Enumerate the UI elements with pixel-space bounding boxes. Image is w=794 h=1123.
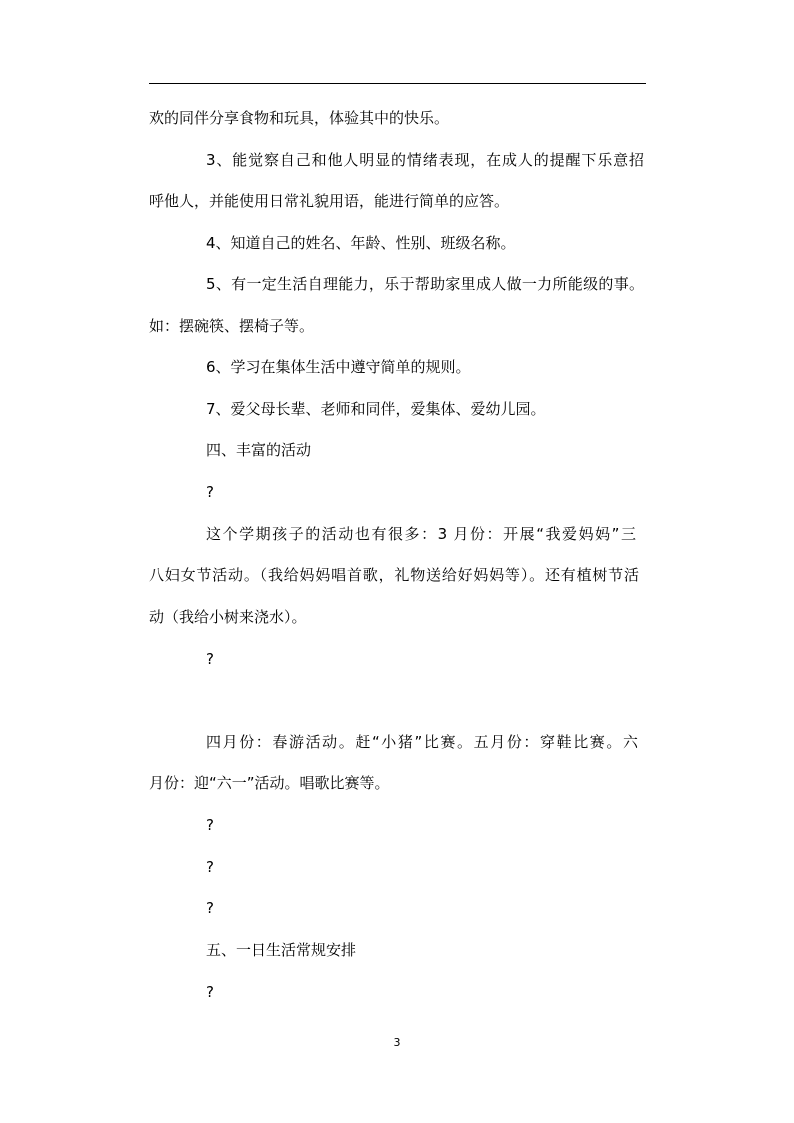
paragraph-line: 呼他人，并能使用日常礼貌用语，能进行简单的应答。 — [149, 192, 510, 210]
paragraph-line: 八妇女节活动。（我给妈妈唱首歌，礼物送给好妈妈等）。还有植树节活 — [149, 566, 639, 584]
paragraph-line: 4、知道自己的姓名、年龄、性别、班级名称。 — [206, 234, 516, 252]
paragraph-line: 5、有一定生活自理能力，乐于帮助家里成人做一力所能级的事。 — [206, 275, 644, 293]
section-heading: 四、丰富的活动 — [206, 441, 312, 459]
paragraph-line: 这个学期孩子的活动也有很多：3 月份：开展“我爱妈妈”三 — [206, 525, 636, 543]
placeholder-mark: ? — [206, 983, 214, 1001]
paragraph-line: 四月份：春游活动。赶“小猪”比赛。五月份：穿鞋比赛。六 — [206, 733, 638, 751]
placeholder-mark: ? — [206, 483, 214, 501]
paragraph-line: 6、学习在集体生活中遵守简单的规则。 — [206, 358, 471, 376]
placeholder-mark: ? — [206, 858, 214, 876]
paragraph-line: 如：摆碗筷、摆椅子等。 — [149, 317, 315, 335]
section-heading: 五、一日生活常规安排 — [206, 941, 357, 959]
paragraph-line: 动（我给小树来浇水）。 — [149, 608, 307, 626]
paragraph-line: 月份：迎“六一”活动。唱歌比赛等。 — [149, 774, 390, 792]
header-rule — [149, 83, 646, 84]
placeholder-mark: ? — [206, 650, 214, 668]
placeholder-mark: ? — [206, 899, 214, 917]
paragraph-line: 7、爱父母长辈、老师和同伴，爱集体、爱幼儿园。 — [206, 400, 546, 418]
paragraph-line: 3、能觉察自己和他人明显的情绪表现，在成人的提醒下乐意招 — [206, 151, 644, 169]
page-number: 3 — [393, 1036, 401, 1049]
paragraph-line: 欢的同伴分享食物和玩具，体验其中的快乐。 — [149, 109, 450, 127]
placeholder-mark: ? — [206, 816, 214, 834]
